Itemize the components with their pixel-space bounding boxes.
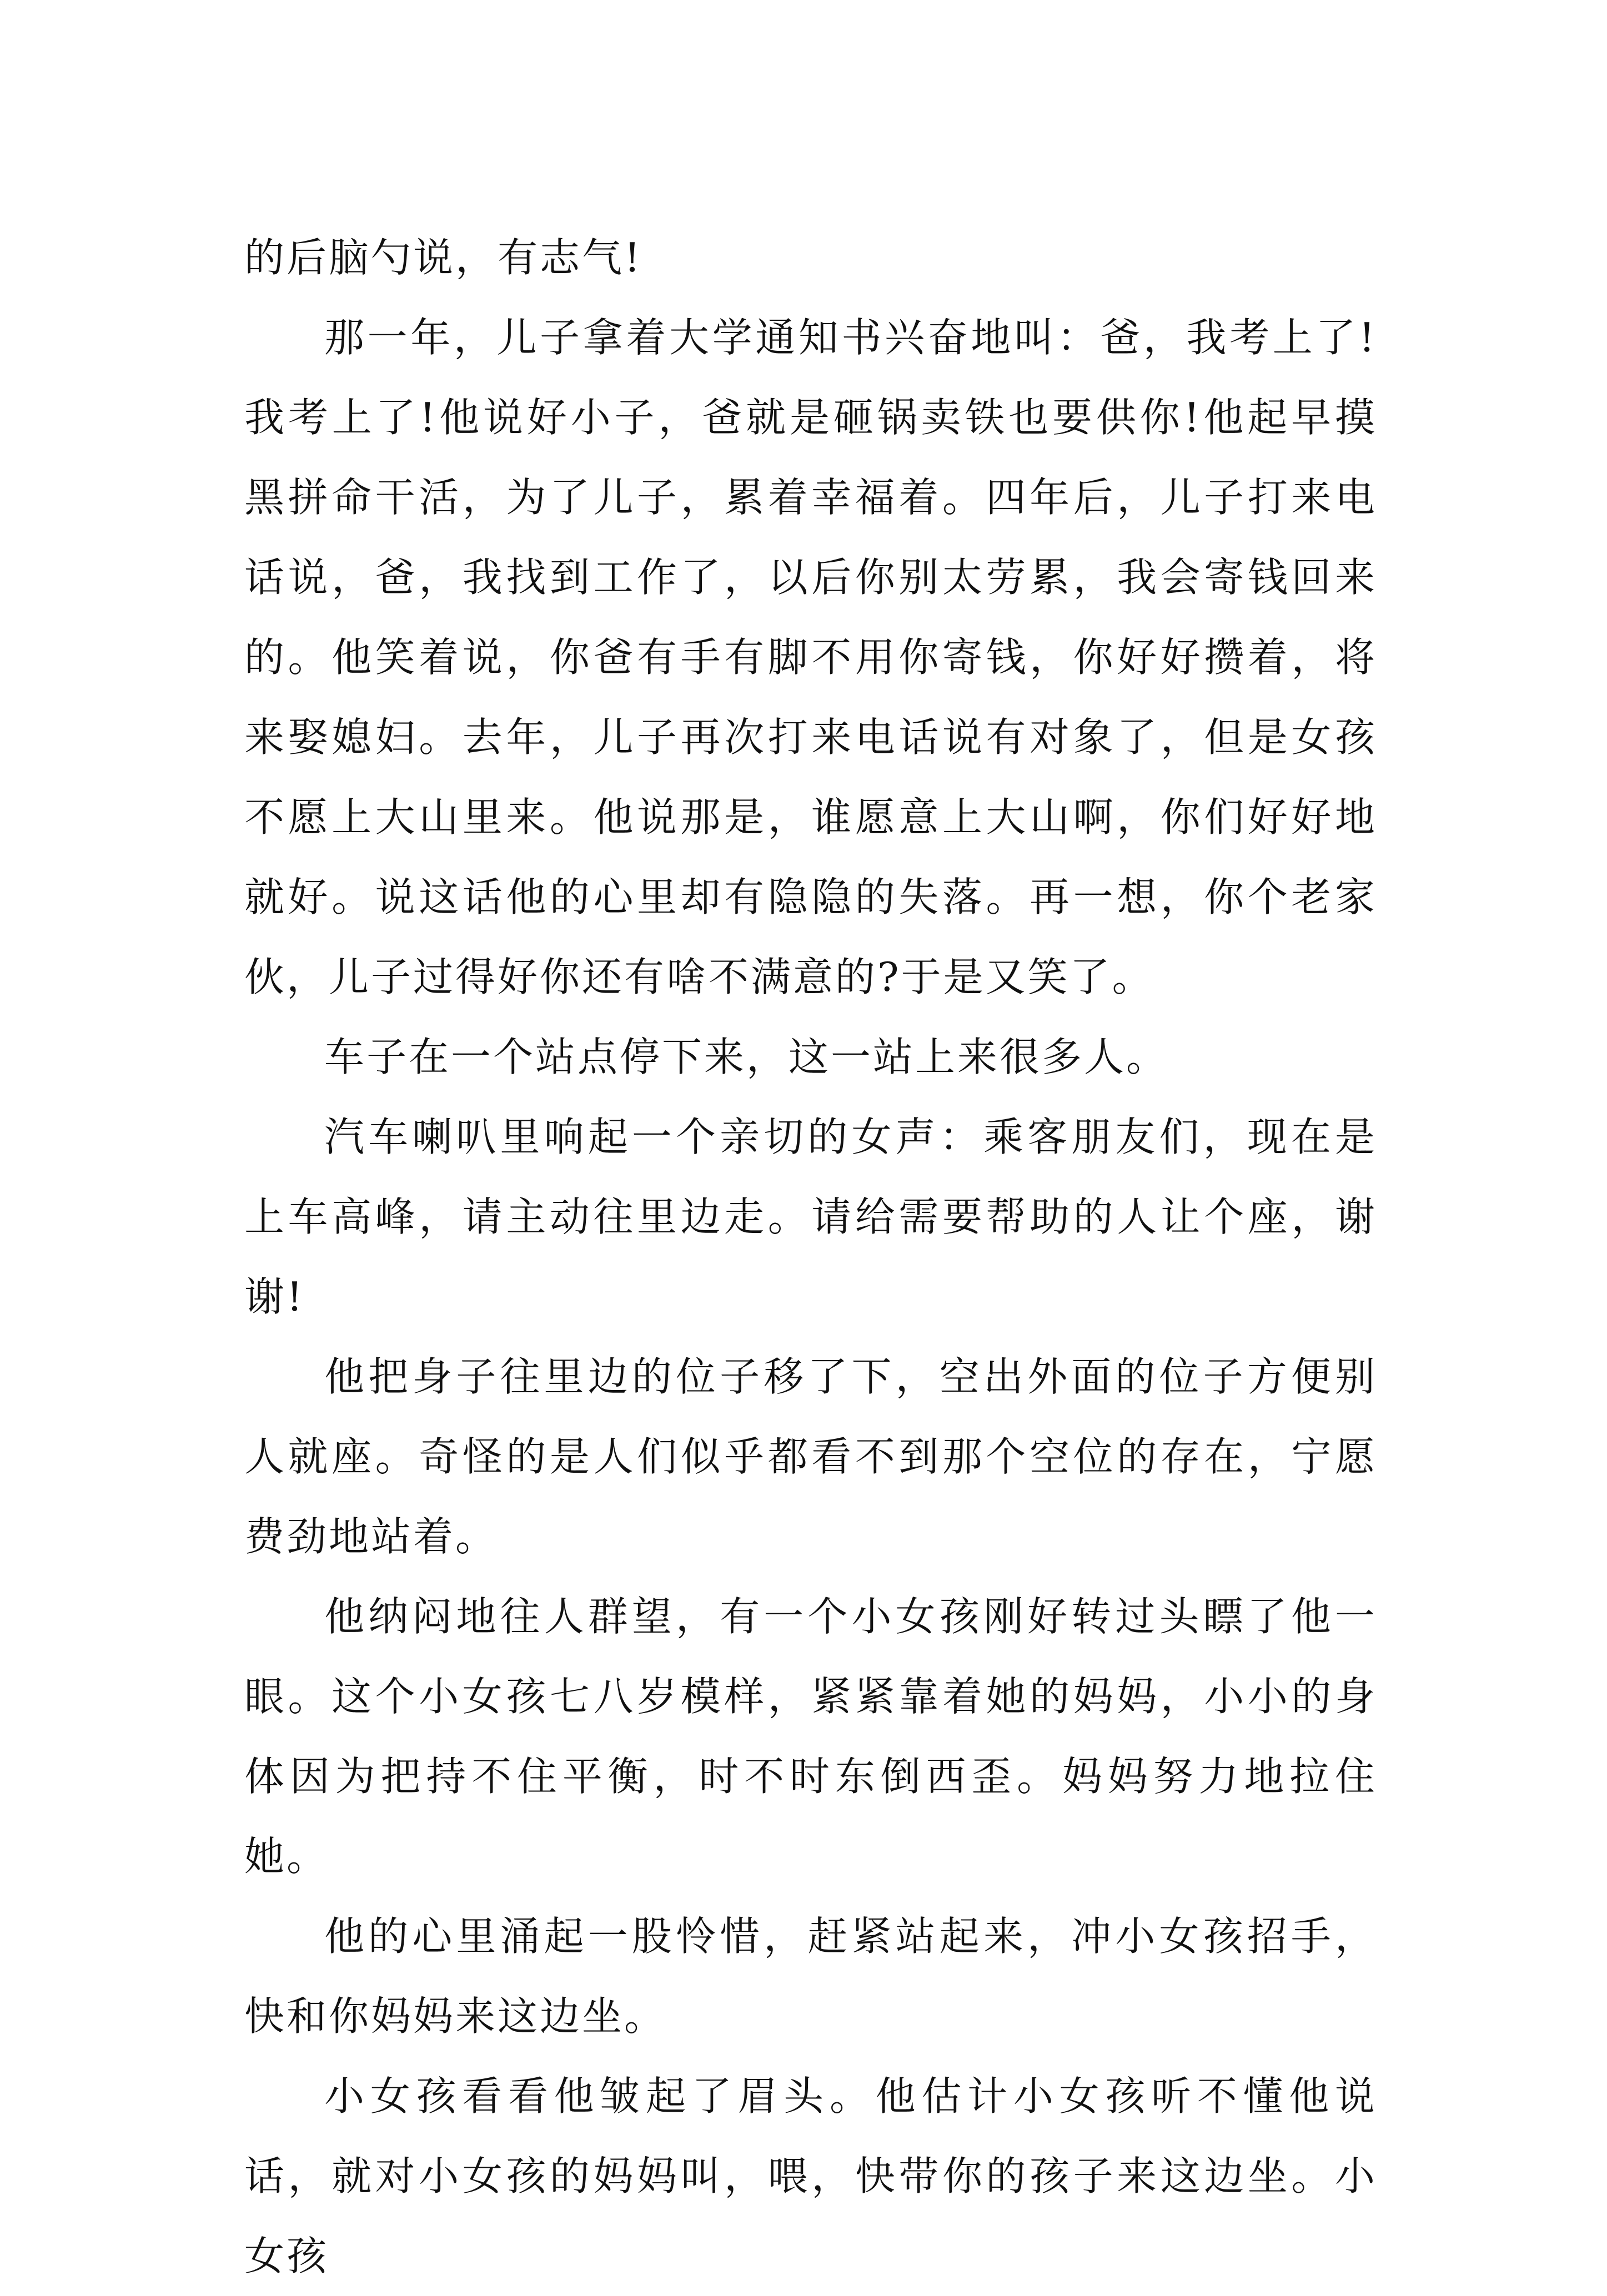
paragraph-4: 汽车喇叭里响起一个亲切的女声：乘客朋友们，现在是上车高峰，请主动往里边走。请给需要帮助的人让个座，谢谢! xyxy=(244,1114,1377,1320)
paragraph-3: 车子在一个站点停下来，这一站上来很多人。 xyxy=(324,1034,1169,1080)
paragraph-2: 那一年，儿子拿着大学通知书兴奋地叫：爸，我考上了!我考上了!他说好小子，爸就是砸锅卖铁也要供你!他起早摸黑拼命干活，为了儿子，累着幸福着。四年后，儿子打来电话说，爸，我找到工作了，以后你别太劳累，我会寄钱回来的。他笑着说，你爸有手有脚不用你寄钱，你好好攒着，将来娶媳妇。去年，儿子再次打来电话说有对象了，但是女孩不愿上大山里来。他说那是，谁愿意上大山啊，你们好好地就好。说这话他的心里却有隐隐的失落。再一想，你个老家伙，儿子过得好你还有啥不满意的?于是又笑了。 xyxy=(244,314,1377,1000)
paragraph-5: 他把身子往里边的位子移了下，空出外面的位子方便别人就座。奇怪的是人们似乎都看不到那个空位的存在，宁愿费劲地站着。 xyxy=(244,1353,1377,1560)
paragraph-8: 小女孩看看他皱起了眉头。他估计小女孩听不懂他说话，就对小女孩的妈妈叫，喂，快带你的孩子来这边坐。小女孩 xyxy=(244,2073,1377,2279)
document-body xyxy=(244,218,1377,2296)
paragraph-6: 他纳闷地往人群望，有一个小女孩刚好转过头瞟了他一眼。这个小女孩七八岁模样，紧紧靠着她的妈妈，小小的身体因为把持不住平衡，时不时东倒西歪。妈妈努力地拉住她。 xyxy=(244,1593,1377,1880)
paragraph-1: 的后脑勺说，有志气! xyxy=(244,234,642,281)
paragraph-7: 他的心里涌起一股怜惜，赶紧站起来，冲小女孩招手，快和你妈妈来这边坐。 xyxy=(244,1913,1377,2040)
